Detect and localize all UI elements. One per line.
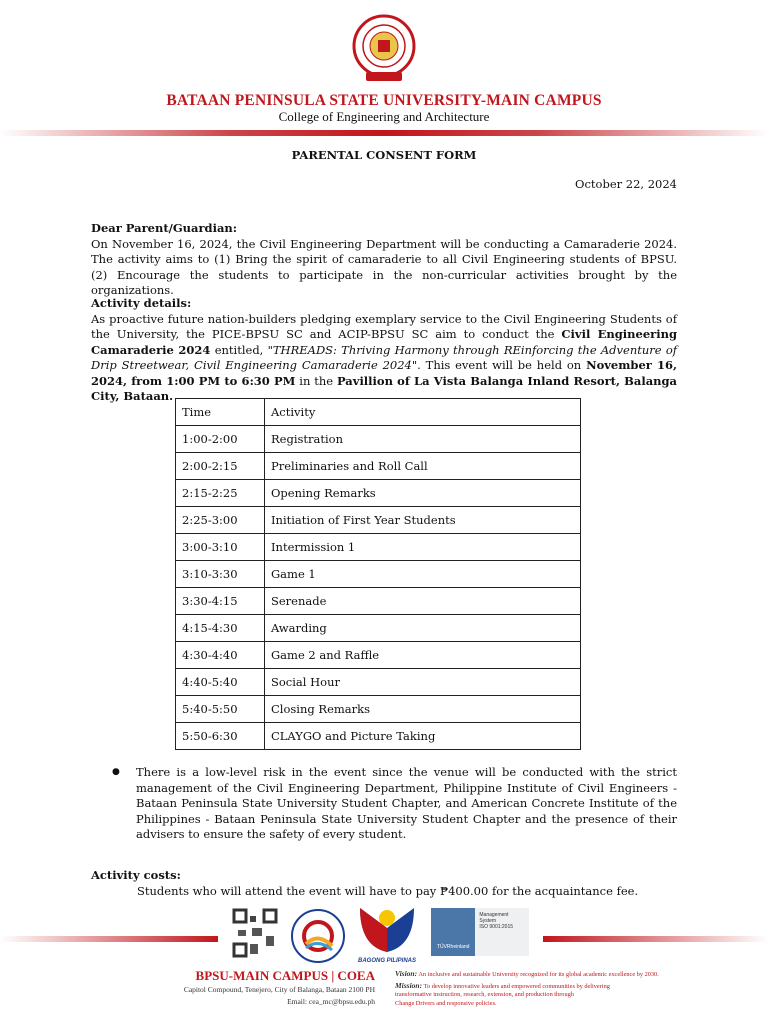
- cell-activity: Intermission 1: [265, 534, 581, 561]
- footer-divider-right: [543, 936, 768, 942]
- table-row: [176, 480, 581, 507]
- cell-time: 4:30-4:40: [176, 642, 265, 669]
- footer-campus: BPSU-MAIN CAMPUS | COEA: [195, 968, 375, 983]
- iso-system: Management System: [479, 912, 509, 924]
- cell-time: 4:15-4:30: [176, 615, 265, 642]
- footer-vision-mission: [395, 970, 659, 1008]
- costs-heading: Activity costs:: [91, 868, 181, 882]
- table-row: [176, 588, 581, 615]
- cell-time: 3:30-4:15: [176, 588, 265, 615]
- cell-activity: Game 2 and Raffle: [265, 642, 581, 669]
- cell-time: 5:40-5:50: [176, 696, 265, 723]
- details-text: . This event will be held on: [417, 358, 587, 372]
- cell-time: 1:00-2:00: [176, 426, 265, 453]
- details-paragraph: [91, 312, 677, 405]
- cell-activity: Game 1: [265, 561, 581, 588]
- letter-date: October 22, 2024: [575, 177, 677, 191]
- bagong-pilipinas-text: BAGONG PILIPINAS: [357, 958, 416, 964]
- cell-activity: Registration: [265, 426, 581, 453]
- iso-certification-logo: [431, 908, 529, 956]
- intro-paragraph: On November 16, 2024, the Civil Engineering Department will be conducting a Camaraderie 2024. The activity aims to (1) Bring the spirit of camaraderie to all Civil Engineering students of BPSU. (2) Encourage the students to participate in the non-curricular activities brought by the organizations.: [91, 236, 677, 297]
- iso-text: [475, 908, 529, 956]
- table-row: [176, 696, 581, 723]
- bagong-pilipinas-emblem-icon: [356, 898, 418, 954]
- header-time: Time: [176, 399, 265, 426]
- college-name: College of Engineering and Architecture: [278, 109, 490, 124]
- costs-text: Students who will attend the event will have to pay ₱400.00 for the acquaintance fee.: [137, 883, 639, 898]
- costs-section: [91, 868, 677, 899]
- footer-campus-info: [184, 968, 375, 1008]
- table-row: [176, 507, 581, 534]
- header-activity: Activity: [265, 399, 581, 426]
- vision-label: Vision:: [395, 969, 418, 978]
- table-row: [176, 453, 581, 480]
- cell-activity: Initiation of First Year Students: [265, 507, 581, 534]
- schedule-table: [175, 398, 581, 750]
- details-text: in the: [295, 373, 337, 388]
- vision-text: An inclusive and sustainable University recognized for its global academic excellence by 2030.: [418, 971, 659, 978]
- cell-time: 3:10-3:30: [176, 561, 265, 588]
- iso-standard: ISO 9001:2015: [479, 924, 514, 930]
- form-title: PARENTAL CONSENT FORM: [291, 148, 477, 162]
- cell-activity: Preliminaries and Roll Call: [265, 453, 581, 480]
- university-seal-logo: [352, 14, 416, 86]
- cell-time: 2:00-2:15: [176, 453, 265, 480]
- header-divider: [0, 130, 768, 136]
- footer-email: Email: cea_mc@bpsu.edu.ph: [287, 997, 375, 1006]
- cell-activity: Opening Remarks: [265, 480, 581, 507]
- tuv-badge: TÜVRheinland: [431, 908, 475, 956]
- mission-text-2: transformative instruction, research, extension, and production through: [395, 991, 574, 998]
- table-row: [176, 426, 581, 453]
- qr-code-icon: [232, 908, 278, 958]
- details-section: [91, 296, 677, 405]
- footer-address: Capitol Compound, Tenejero, City of Balanga, Bataan 2100 PH: [183, 985, 375, 994]
- cell-time: 2:25-3:00: [176, 507, 265, 534]
- mission-label: Mission:: [395, 980, 423, 990]
- table-row: [176, 615, 581, 642]
- mission-text-1: To develop innovative leaders and empowered communities by delivering: [423, 982, 610, 990]
- cell-time: 2:15-2:25: [176, 480, 265, 507]
- details-text: entitled,: [210, 342, 268, 357]
- cell-activity: CLAYGO and Picture Taking: [265, 723, 581, 750]
- university-name: BATAAN PENINSULA STATE UNIVERSITY-MAIN CAMPUS: [166, 92, 602, 109]
- greeting: Dear Parent/Guardian:: [91, 221, 238, 235]
- table-row: [176, 669, 581, 696]
- event-theme: "THREADS: Thriving Harmony through REinforcing the Adventure of Drip Streetwear, Civil Engineering Camaraderie 2024": [91, 342, 678, 372]
- details-heading: Activity details:: [91, 296, 192, 310]
- mission-text-3: Change Drivers and responsive policies.: [395, 999, 497, 1007]
- cell-activity: Awarding: [265, 615, 581, 642]
- intro-section: [91, 221, 677, 299]
- cell-activity: Social Hour: [265, 669, 581, 696]
- table-header-row: [176, 399, 581, 426]
- quality-award-logo: [290, 908, 346, 964]
- details-text: As proactive future nation-builders pledging exemplary service to the Civil Engineering Students of the University, the PICE-BPSU SC and ACIP-BPSU SC aim to conduct the: [91, 311, 677, 341]
- event-name: Civil Engineering Camaraderie 2024: [91, 327, 677, 357]
- risk-bullet: ● There is a low-level risk in the event since the venue will be conducted with the strict management of the Civil Engineering Department, Philippine Institute of Civil Engineers - Bataan Peninsula State University Student Chapter, and American Concrete Institute of the Philippines - Bataan Peninsula State University Student Chapter and the presence of their advisers to ensure the safety of every student.: [112, 765, 677, 843]
- bagong-pilipinas-logo: [356, 898, 418, 968]
- cell-activity: Closing Remarks: [265, 696, 581, 723]
- table-row: [176, 642, 581, 669]
- event-datetime: November 16, 2024, from 1:00 PM to 6:30 PM: [91, 358, 678, 388]
- table-row: [176, 723, 581, 750]
- cell-time: 3:00-3:10: [176, 534, 265, 561]
- cell-activity: Serenade: [265, 588, 581, 615]
- cell-time: 4:40-5:40: [176, 669, 265, 696]
- event-venue: Pavillion of La Vista Balanga Inland Resort, Balanga City, Bataan.: [91, 373, 678, 403]
- footer-divider-left: [0, 936, 218, 942]
- cell-time: 5:50-6:30: [176, 723, 265, 750]
- table-row: [176, 561, 581, 588]
- table-row: [176, 534, 581, 561]
